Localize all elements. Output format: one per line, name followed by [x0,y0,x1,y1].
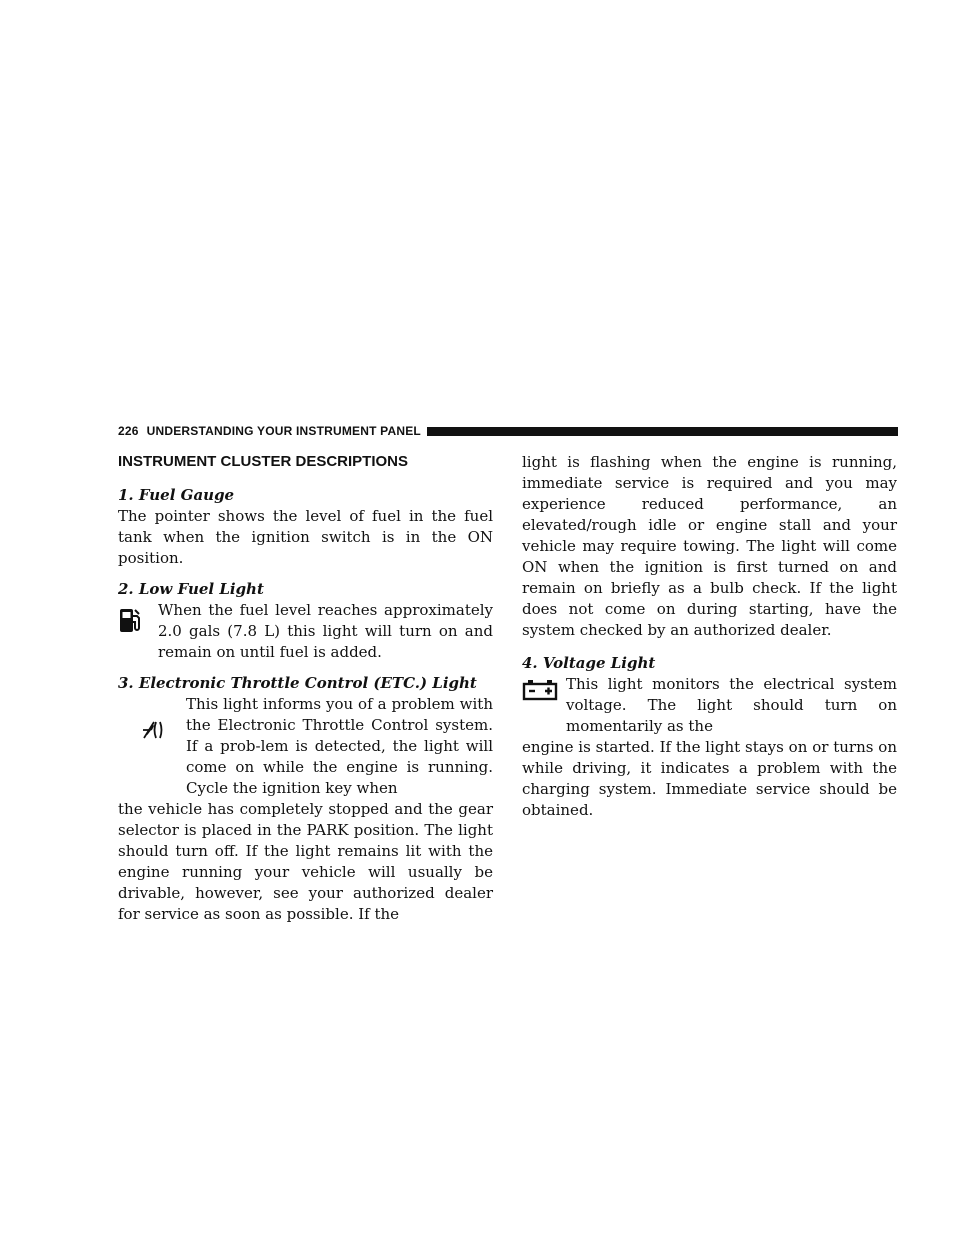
low-fuel-light-text: When the fuel level reaches approximately 2.0 gals (7.8 L) this light will turn on and remain on until fuel is added. [158,601,493,661]
voltage-light-text: This light monitors the electrical system voltage. The light should turn on momentarily as the [566,675,897,735]
fuel-pump-icon [118,600,158,663]
left-column [118,452,493,925]
fuel-gauge-text: The pointer shows the level of fuel in the fuel tank when the ignition switch is in the ON position. [118,507,493,567]
etc-light-block [118,694,493,799]
voltage-light-text-continued: engine is started. If the light stays on or turns on while driving, it indicates a problem with the charging system. Immediate service should be obtained. [522,738,897,819]
page-header [118,421,898,441]
etc-light-text: This light informs you of a problem with the Electronic Throttle Control system. If a prob-lem is detected, the light will come on while the engine is running. Cycle the ignition key when [186,695,493,797]
header-rule [427,427,898,436]
low-fuel-light-title: 2. Low Fuel Light [118,580,264,598]
section-title: UNDERSTANDING YOUR INSTRUMENT PANEL [146,424,421,438]
low-fuel-light-block [118,600,493,663]
battery-icon [522,674,566,737]
fuel-gauge-title: 1. Fuel Gauge [118,486,235,504]
right-column [522,452,897,821]
etc-light-text-continued: the vehicle has completely stopped and the gear selector is placed in the PARK position. The light should turn off. If the light remains lit with the engine running your vehicle will usually be drivable, however, see your authorized dealer for service as soon as possible. If the [118,800,493,923]
etc-light-title: 3. Electronic Throttle Control (ETC.) Light [118,674,477,692]
throttle-control-icon [118,694,186,799]
voltage-light-title: 4. Voltage Light [522,654,656,672]
page-heading: INSTRUMENT CLUSTER DESCRIPTIONS [118,453,409,470]
page-number: 226 [118,424,139,438]
etc-light-text-column2: light is flashing when the engine is running, immediate service is required and you may experience reduced performance, an elevated/rough idle or engine stall and your vehicle may require towing. The light will come ON when the ignition is first turned on and remain on briefly as a bulb check. If the light does not come on during starting, have the system checked by an authorized dealer. [522,453,897,639]
voltage-light-block [522,674,897,737]
